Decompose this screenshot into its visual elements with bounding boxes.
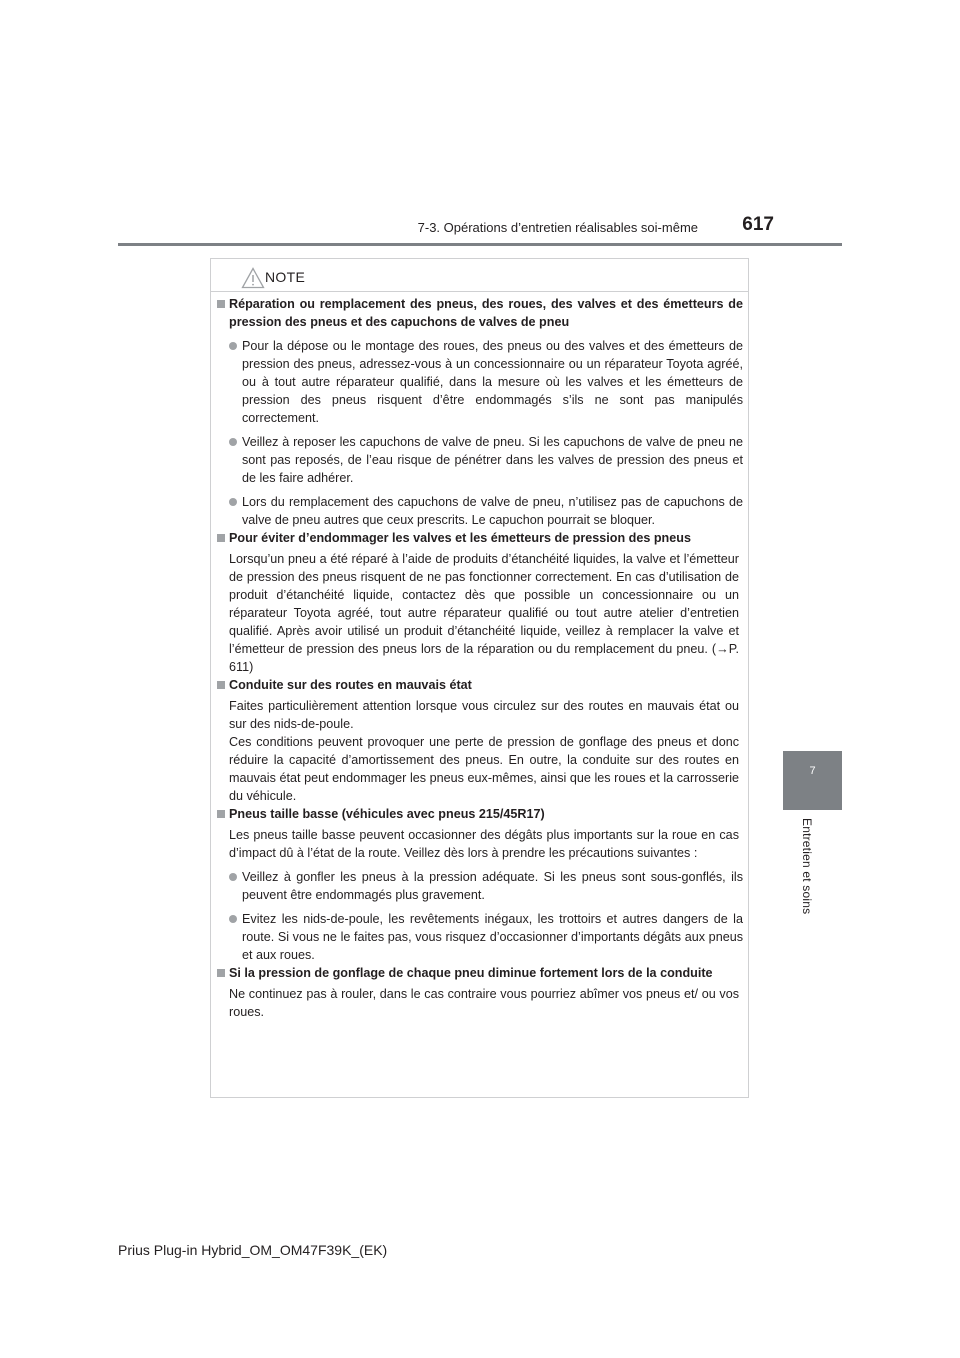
section-heading: Pneus taille basse (véhicules avec pneus 215/45R17) — [216, 805, 743, 823]
square-bullet-icon — [217, 300, 225, 308]
chapter-tab — [783, 751, 842, 810]
square-bullet-icon — [217, 534, 225, 542]
section-paragraph: Faites particulièrement attention lorsque vous circulez sur des routes en mauvais état ou sur des nids-de-poule. — [229, 699, 739, 731]
round-bullet-icon — [229, 915, 237, 923]
round-bullet-icon — [229, 873, 237, 881]
section-heading: Conduite sur des routes en mauvais état — [216, 676, 743, 694]
note-section-3 — [216, 676, 743, 805]
square-bullet-icon — [217, 681, 225, 689]
bullet-item: Evitez les nids-de-poule, les revêtements inégaux, les trottoirs et autres dangers de la route. Si vous ne le faites pas, vous risquez d’occasionner d’importants dégâts aux pneus et aux roues. — [216, 910, 743, 964]
note-title: NOTE — [265, 269, 306, 285]
section-paragraph: Ne continuez pas à rouler, dans le cas contraire vous pourriez abîmer vos pneus et/ ou vos roues. — [229, 987, 739, 1019]
note-section-1 — [216, 295, 743, 529]
header-rule — [118, 243, 842, 246]
page-number: 617 — [742, 214, 774, 235]
note-section-4 — [216, 805, 743, 964]
round-bullet-icon — [229, 498, 237, 506]
note-section-5 — [216, 964, 743, 1021]
round-bullet-icon — [229, 438, 237, 446]
bullet-item: Pour la dépose ou le montage des roues, des pneus ou des valves et des émetteurs de pression des pneus, adressez-vous à un concessionnaire ou un réparateur Toyota agréé, ou à tout autre réparateur qualifié, dans la mesure où les valves et les émetteurs de pression des pneus risquent d’être endommagés s’ils ne sont pas manipulés correctement. — [216, 337, 743, 427]
note-body — [216, 295, 743, 1021]
section-paragraph: Les pneus taille basse peuvent occasionner des dégâts plus importants sur la roue en cas d’impact dû à l’état de la route. Veillez dès lors à prendre les précautions suivantes : — [229, 828, 739, 860]
warning-triangle-icon — [241, 267, 265, 289]
section-heading: Réparation ou remplacement des pneus, des roues, des valves et des émetteurs de pression des pneus et des capuchons de valves de pneu — [216, 295, 743, 331]
document-id: Prius Plug-in Hybrid_OM_OM47F39K_(EK) — [118, 1242, 388, 1258]
round-bullet-icon — [229, 342, 237, 350]
bullet-item: Lors du remplacement des capuchons de valve de pneu, n’utilisez pas de capuchons de valve de pneu autres que ceux prescrits. Le capuchon pourrait se bloquer. — [216, 493, 743, 529]
note-section-2 — [216, 529, 743, 676]
section-heading: Pour éviter d’endommager les valves et les émetteurs de pression des pneus — [216, 529, 743, 547]
note-divider — [211, 291, 748, 292]
square-bullet-icon — [217, 969, 225, 977]
note-box — [210, 258, 749, 1098]
bullet-item: Veillez à gonfler les pneus à la pression adéquate. Si les pneus sont sous-gonflés, ils peuvent être endommagés plus gravement. — [216, 868, 743, 904]
section-paragraph: Lorsqu’un pneu a été réparé à l’aide de produits d’étanchéité liquides, la valve et l’émetteur de pression des pneus risquent de ne pas fonctionner correctement. En cas d’utilisation de produit d’étanchéité liquide, contactez dès que possible un concessionnaire ou un réparateur Toyota agréé, tout autre réparateur qualifié ou tout autre atelier d’entretien qualifié. Après avoir utilisé un produit d’étanchéité liquide, veillez à remplacer la valve et l’émetteur de pression des pneus lors de la réparation ou du remplacement du pneu. (→P. 611) — [229, 552, 739, 674]
section-paragraph: Ces conditions peuvent provoquer une perte de pression de gonflage des pneus et donc réduire la capacité d’amortissement des pneus. En outre, la conduite sur des routes en mauvais état peut endommager les pneus eux-mêmes, ainsi que les roues et la carrosserie du véhicule. — [229, 735, 739, 803]
chapter-label: Entretien et soins — [800, 818, 814, 915]
square-bullet-icon — [217, 810, 225, 818]
chapter-number: 7 — [809, 765, 816, 777]
section-title: 7-3. Opérations d’entretien réalisables soi-même — [417, 220, 698, 235]
section-heading: Si la pression de gonflage de chaque pneu diminue fortement lors de la conduite — [216, 964, 743, 982]
bullet-item: Veillez à reposer les capuchons de valve de pneu. Si les capuchons de valve de pneu ne sont pas reposés, de l’eau risque de pénétrer dans les valves de pression des pneus et de les faire adhérer. — [216, 433, 743, 487]
